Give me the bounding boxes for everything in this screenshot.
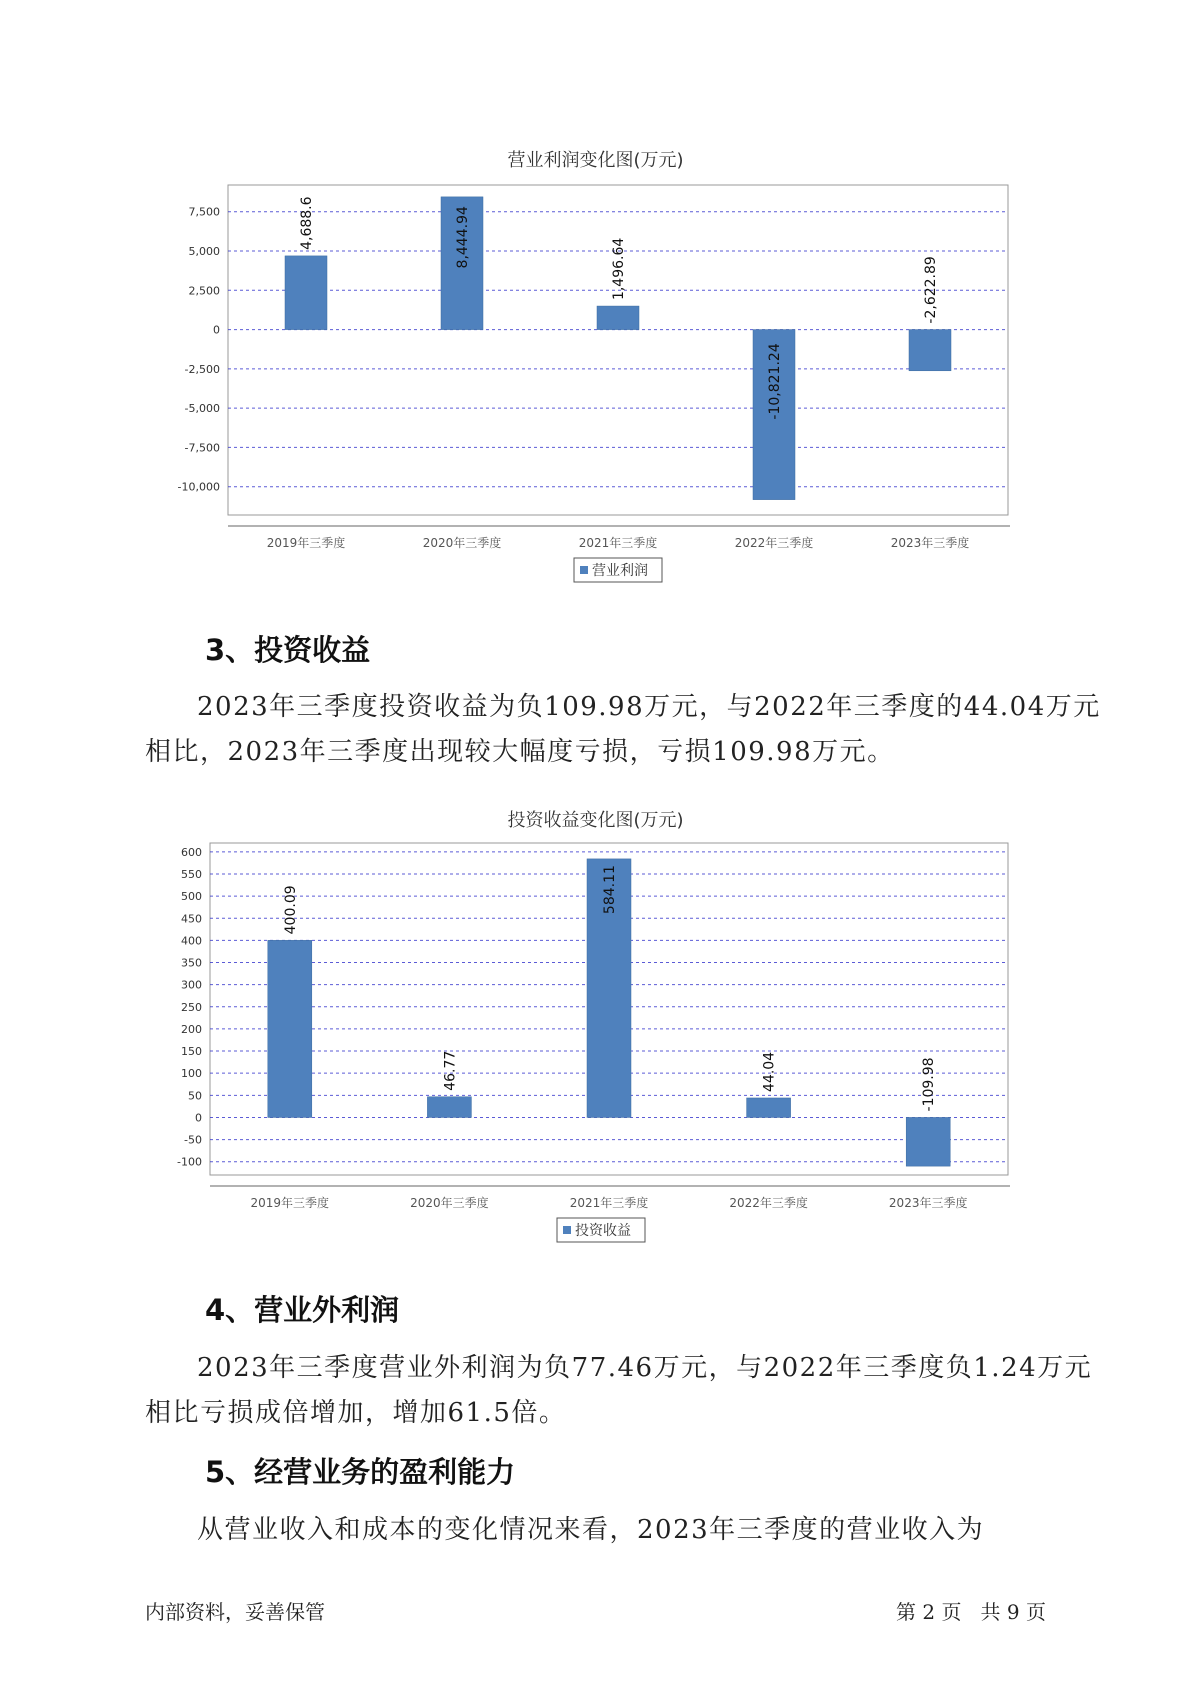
- y-tick-label: 200: [181, 1022, 202, 1036]
- data-label: -2,622.89: [923, 256, 939, 324]
- chart-title-investment-income: 投资收益变化图(万元): [507, 810, 684, 831]
- y-tick-label: -2,500: [184, 362, 220, 376]
- x-tick-label: 2021年三季度: [578, 536, 658, 550]
- y-tick-label: 300: [181, 978, 202, 992]
- bar: [285, 256, 327, 330]
- section3-line-2: 相比，2023年三季度出现较大幅度亏损，亏损109.98万元。: [145, 737, 895, 767]
- data-label: 400.09: [282, 885, 299, 935]
- bar: [268, 940, 312, 1117]
- y-tick-label: -10,000: [177, 480, 220, 494]
- data-label: 44.04: [761, 1051, 778, 1092]
- y-tick-label: 350: [181, 956, 202, 970]
- section-heading-investment-income: 3、投资收益: [205, 633, 371, 667]
- y-tick-label: 550: [181, 867, 202, 881]
- data-label: 584.11: [602, 865, 618, 915]
- data-label: 4,688.6: [299, 196, 315, 250]
- bar: [427, 1097, 471, 1118]
- legend-label: 营业利润: [592, 563, 648, 579]
- x-tick-label: 2021年三季度: [569, 1196, 649, 1210]
- y-tick-label: 600: [181, 845, 202, 859]
- legend-swatch: [563, 1226, 571, 1234]
- x-tick-label: 2020年三季度: [422, 536, 502, 550]
- y-tick-label: 400: [181, 934, 202, 948]
- legend-label: 投资收益: [575, 1223, 631, 1239]
- section-heading-profitability: 5、经营业务的盈利能力: [205, 1455, 516, 1489]
- section4-line-1: 2023年三季度营业外利润为负77.46万元，与2022年三季度负1.24万元: [197, 1353, 1093, 1383]
- data-label: -10,821.24: [767, 343, 783, 420]
- bar: [747, 1098, 791, 1117]
- footer-confidential-note: 内部资料，妥善保管: [145, 1600, 325, 1624]
- y-tick-label: 7,500: [188, 205, 220, 219]
- footer-page-number: 第 2 页 共 9 页: [896, 1600, 1046, 1624]
- data-label: 46.77: [442, 1050, 459, 1091]
- y-tick-label: 2,500: [188, 284, 220, 298]
- y-tick-label: -5,000: [184, 402, 220, 416]
- data-label: 1,496.64: [611, 237, 627, 301]
- x-tick-label: 2020年三季度: [410, 1196, 489, 1210]
- y-tick-label: -7,500: [184, 441, 220, 455]
- x-tick-label: 2023年三季度: [888, 1196, 968, 1210]
- plot-frame: [228, 185, 1008, 515]
- y-tick-label: -50: [184, 1133, 202, 1147]
- y-tick-label: 450: [181, 912, 202, 926]
- investment-income-chart: [0, 830, 1191, 1260]
- section-heading-non-operating-profit: 4、营业外利润: [205, 1293, 400, 1327]
- y-tick-label: 5,000: [188, 245, 220, 258]
- section3-line-1: 2023年三季度投资收益为负109.98万元，与2022年三季度的44.04万元: [197, 692, 1101, 722]
- y-tick-label: -100: [177, 1155, 202, 1169]
- x-tick-label: 2022年三季度: [734, 536, 814, 550]
- x-tick-label: 2019年三季度: [250, 1196, 330, 1210]
- chart-title-operating-profit: 营业利润变化图(万元): [507, 150, 684, 171]
- x-tick-label: 2022年三季度: [729, 1196, 808, 1210]
- section4-paragraph: [145, 1346, 1093, 1436]
- bar: [909, 330, 951, 371]
- bar: [597, 306, 639, 330]
- operating-profit-chart: [0, 170, 1191, 600]
- section3-paragraph: [145, 685, 1101, 775]
- y-tick-label: 0: [213, 323, 220, 337]
- y-tick-label: 100: [181, 1067, 202, 1081]
- legend: [557, 1218, 645, 1242]
- y-tick-label: 250: [181, 1000, 202, 1014]
- section5-paragraph: [145, 1508, 1065, 1553]
- y-tick-label: 150: [181, 1045, 202, 1059]
- y-tick-label: 500: [181, 890, 202, 904]
- y-tick-label: 50: [188, 1089, 202, 1103]
- data-label: -109.98: [921, 1057, 938, 1112]
- section5-line-1: 从营业收入和成本的变化情况来看，2023年三季度的营业收入为: [197, 1515, 985, 1545]
- legend-swatch: [580, 566, 588, 574]
- y-tick-label: 0: [195, 1111, 202, 1125]
- legend: [574, 558, 662, 582]
- section4-line-2: 相比亏损成倍增加，增加61.5倍。: [145, 1398, 567, 1428]
- bar: [906, 1117, 950, 1166]
- x-tick-label: 2019年三季度: [266, 536, 346, 550]
- x-tick-label: 2023年三季度: [890, 536, 970, 550]
- data-label: 8,444.94: [455, 206, 471, 269]
